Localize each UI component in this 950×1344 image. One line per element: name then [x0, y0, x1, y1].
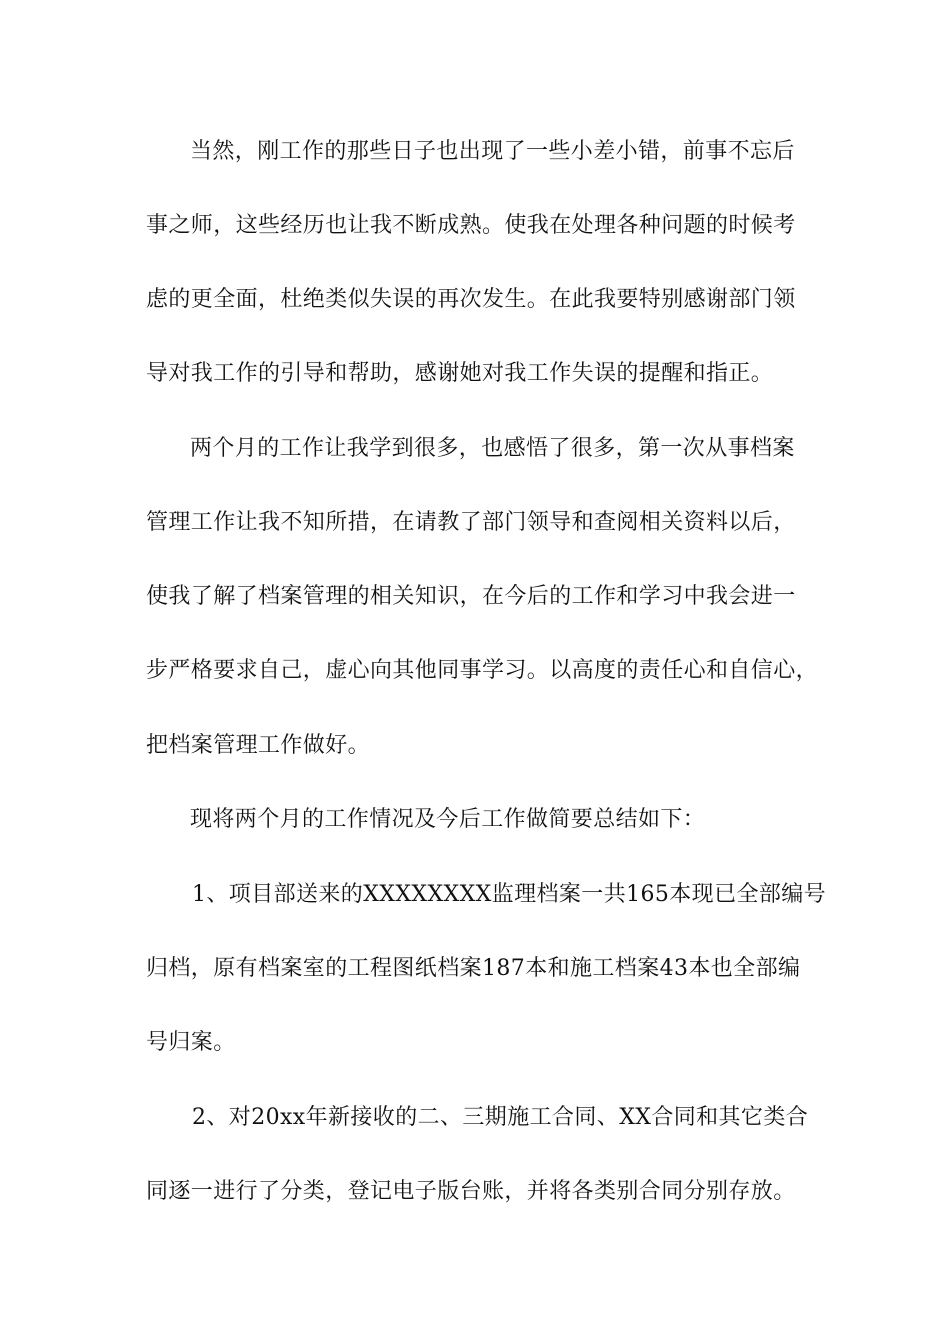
- paragraph-2-line-2: 管理工作让我不知所措，在请教了部门领导和查阅相关资料以后，: [146, 510, 796, 535]
- item-1-line-3: 号归案。: [146, 1030, 236, 1055]
- item-2-line-2: 同逐一进行了分类，登记电子版台账，并将各类别合同分别存放。: [146, 1179, 796, 1204]
- paragraph-1-line-2: 事之师，这些经历也让我不断成熟。使我在处理各种问题的时候考: [146, 213, 796, 238]
- paragraph-2-line-3: 使我了解了档案管理的相关知识，在今后的工作和学习中我会进一: [146, 584, 796, 609]
- item-1-line-1: 1、项目部送来的XXXXXXXX监理档案一共165本现已全部编号: [192, 882, 827, 907]
- paragraph-1-line-4: 导对我工作的引导和帮助，感谢她对我工作失误的提醒和指正。: [146, 361, 774, 386]
- paragraph-3-line-1: 现将两个月的工作情况及今后工作做简要总结如下：: [190, 807, 706, 832]
- paragraph-1-line-1: 当然，刚工作的那些日子也出现了一些小差小错，前事不忘后: [190, 139, 795, 164]
- paragraph-2-line-5: 把档案管理工作做好。: [146, 733, 371, 758]
- item-2-line-1: 2、对20xx年新接收的二、三期施工合同、XX合同和其它类合: [192, 1105, 809, 1130]
- paragraph-2-line-1: 两个月的工作让我学到很多，也感悟了很多，第一次从事档案: [190, 436, 795, 461]
- item-1-line-2: 归档，原有档案室的工程图纸档案187本和施工档案43本也全部编: [146, 956, 801, 981]
- paragraph-1-line-3: 虑的更全面，杜绝类似失误的再次发生。在此我要特别感谢部门领: [146, 287, 796, 312]
- paragraph-2-line-4: 步严格要求自己，虚心向其他同事学习。以高度的责任心和自信心，: [146, 658, 819, 683]
